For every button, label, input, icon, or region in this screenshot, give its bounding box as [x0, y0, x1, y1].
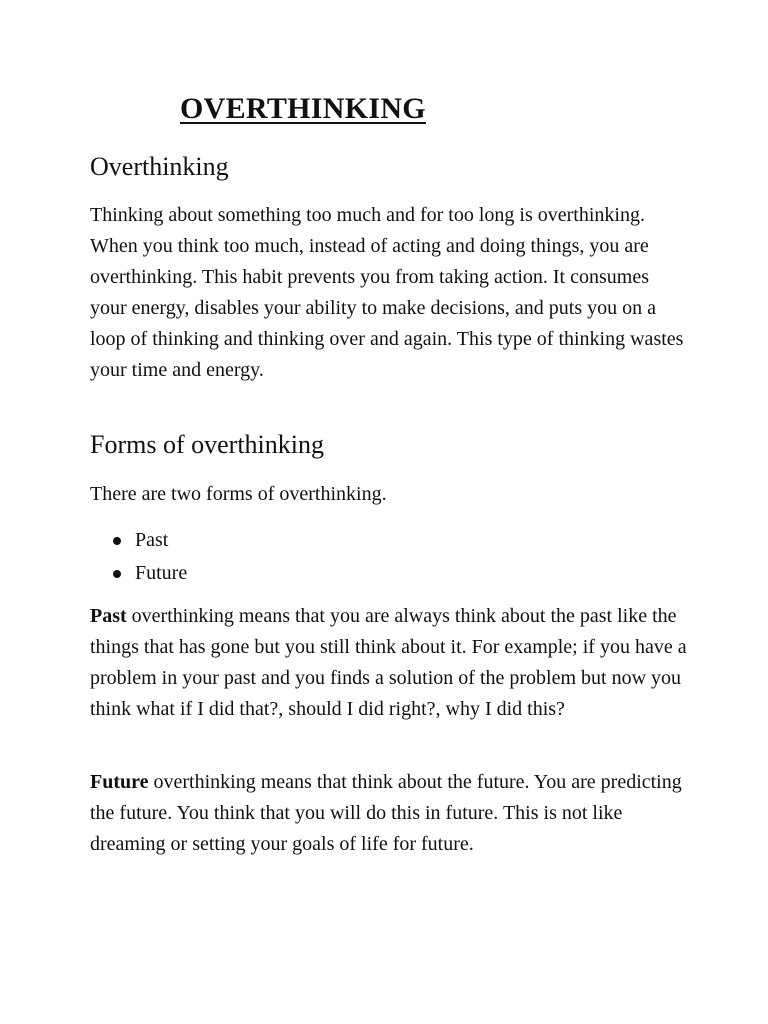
document-title: OVERTHINKING	[180, 92, 426, 125]
future-paragraph	[90, 767, 690, 860]
section-heading-forms: Forms of overthinking	[90, 430, 324, 459]
list-item	[90, 524, 187, 557]
forms-intro-paragraph: There are two forms of overthinking.	[90, 483, 387, 505]
intro-paragraph: Thinking about something too much and for too long is overthinking. When you think too much, instead of acting and doing things, you are overthinking. This habit prevents you from taking action. It consumes your energy, disables your ability to make decisions, and puts you on a loop of thinking and thinking over and again. This type of thinking wastes your time and energy.	[90, 204, 684, 381]
list-item-label: Future	[135, 562, 188, 584]
past-text: overthinking means that you are always think about the past like the things that has gone but you still think about it. For example; if you have a problem in your past and you finds a solution of the problem but now you think what if I did that?, should I did right?, why I did this?	[90, 605, 687, 720]
bullet-icon	[113, 537, 121, 545]
list-item	[90, 557, 187, 590]
past-label: Past	[90, 605, 127, 627]
future-text: overthinking means that think about the future. You are predicting the future. You think that you will do this in future. This is not like dreaming or setting your goals of life for future.	[90, 771, 682, 855]
past-paragraph	[90, 601, 690, 725]
list-item-label: Past	[135, 529, 169, 551]
section-heading-overthinking: Overthinking	[90, 152, 229, 181]
bullet-icon	[113, 570, 121, 578]
forms-list	[90, 524, 187, 590]
future-label: Future	[90, 771, 149, 793]
